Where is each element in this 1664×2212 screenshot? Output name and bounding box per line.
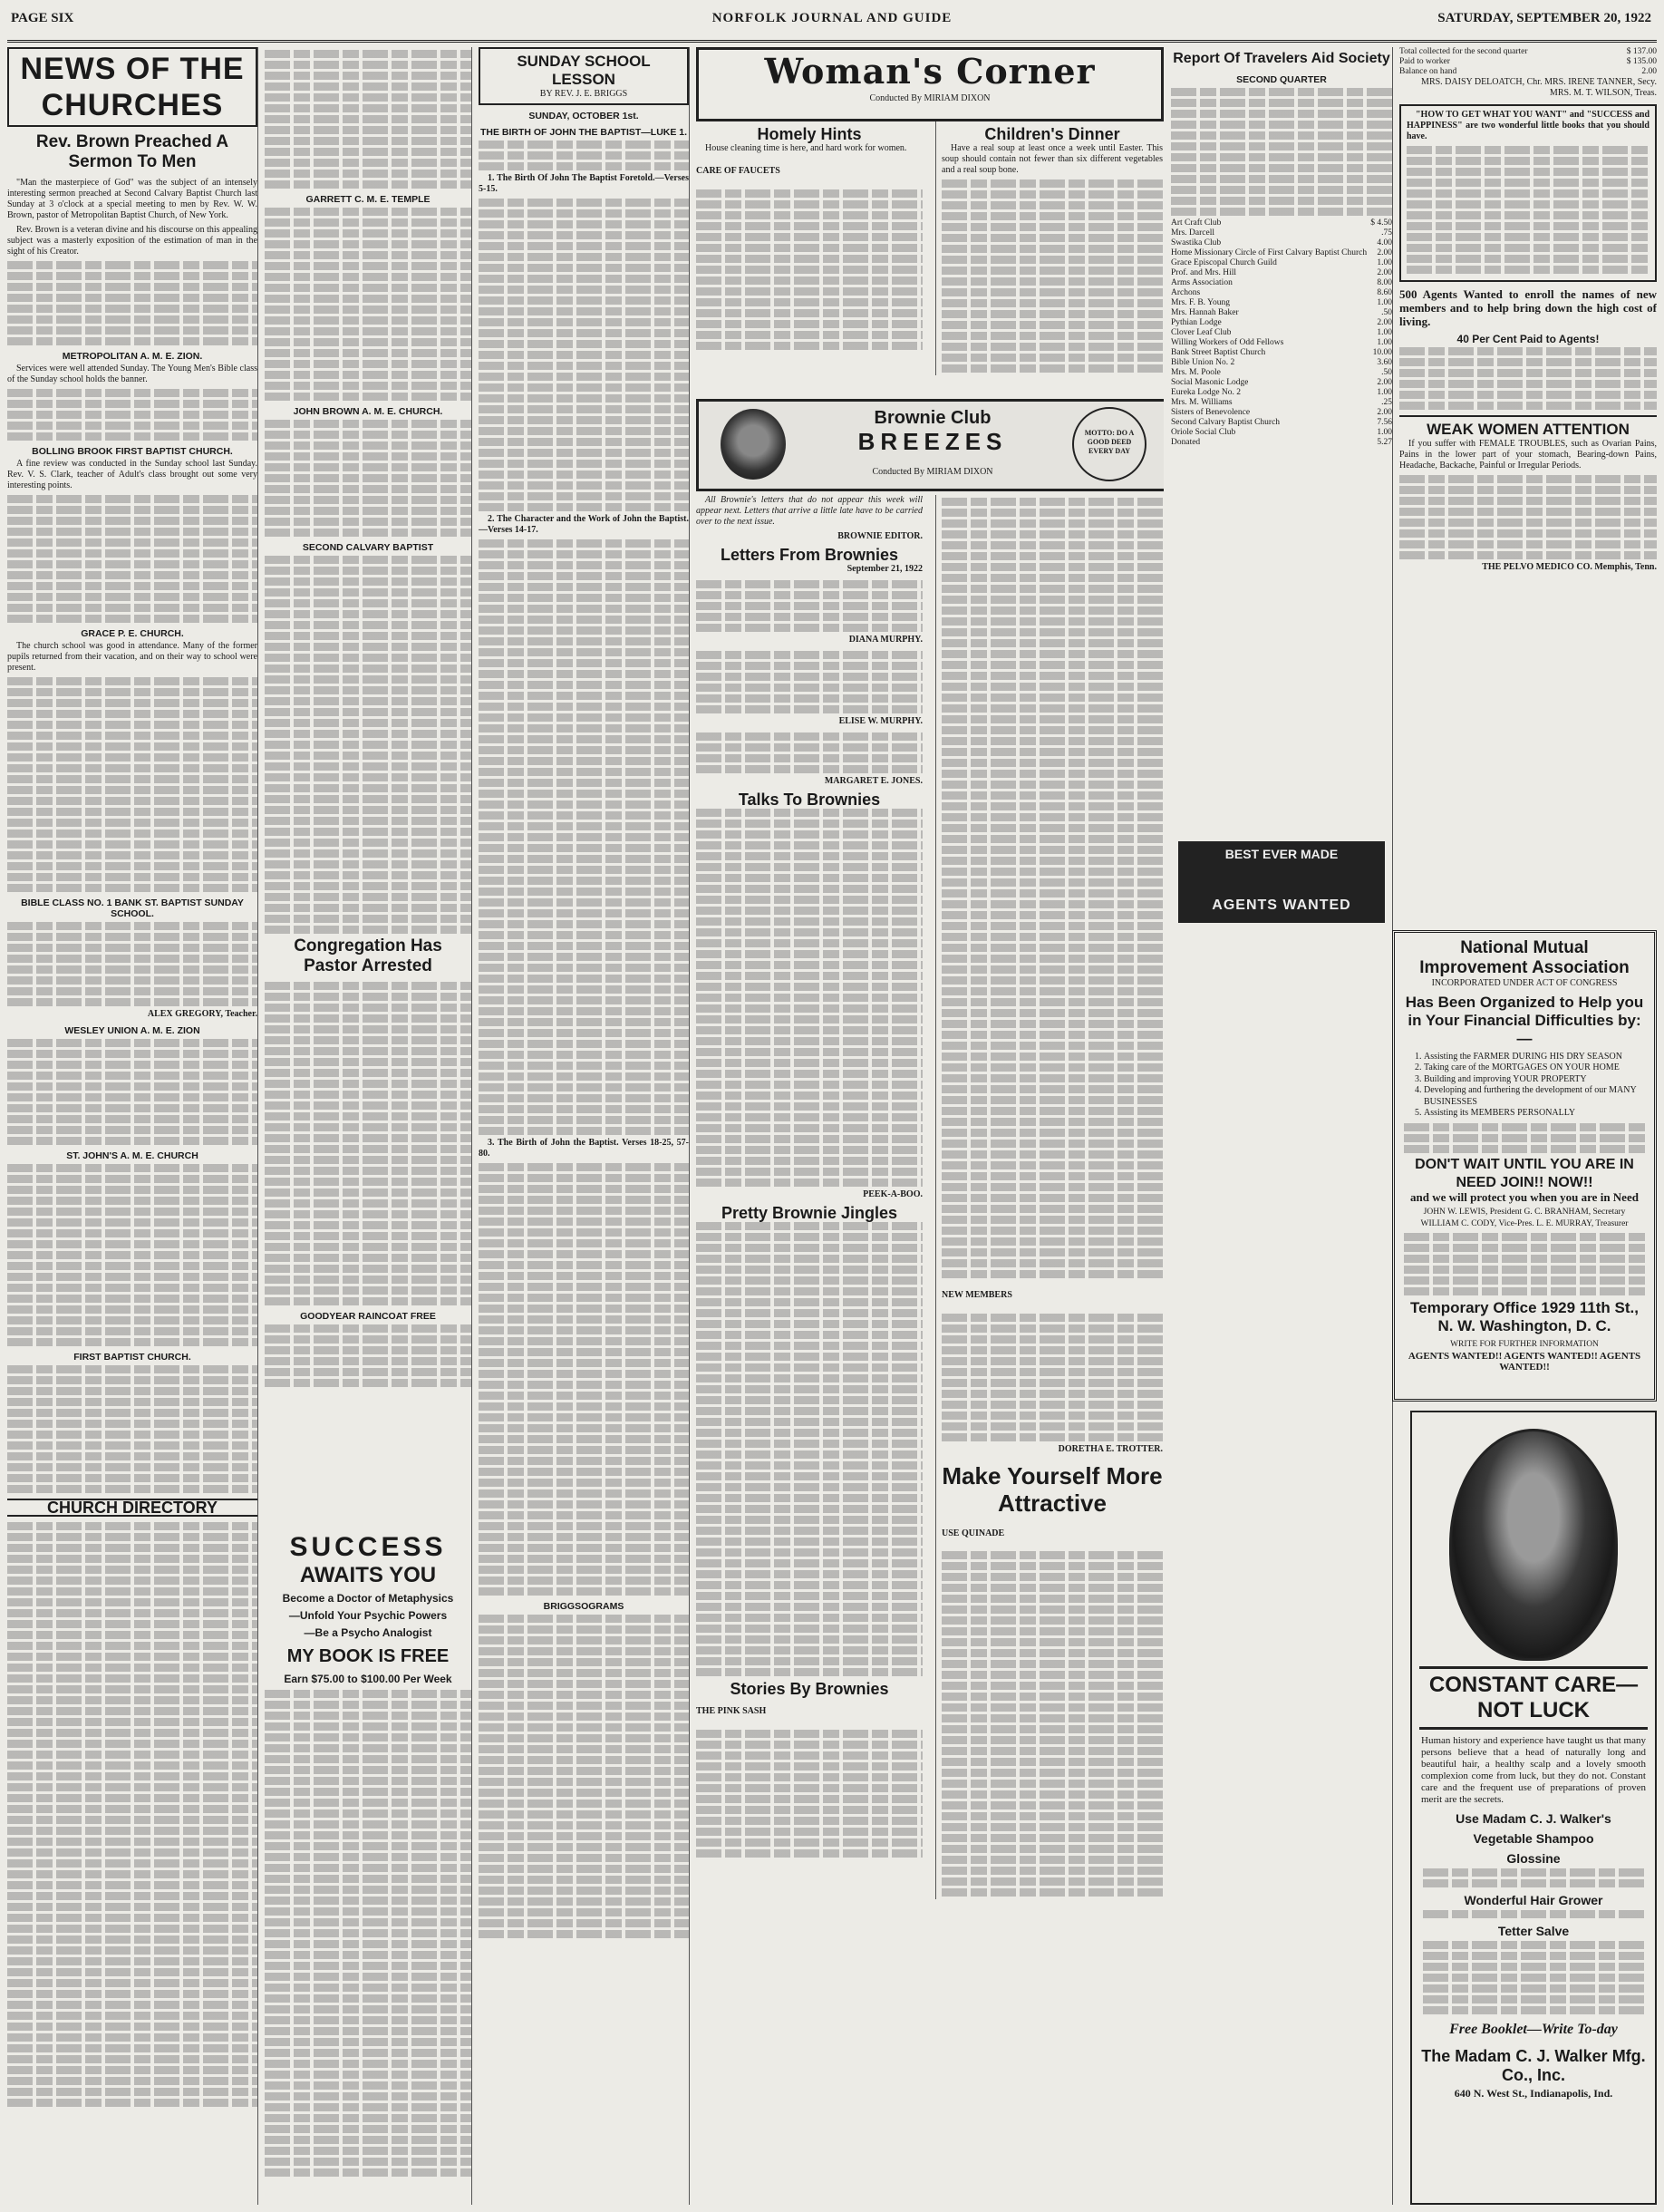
- nmia-list-item: 3. Building and improving YOUR PROPERTY: [1424, 1074, 1645, 1086]
- donor-name: Mrs. Darcell: [1171, 228, 1215, 238]
- donation-row: [1171, 248, 1392, 258]
- churches-banner: NEWS OF THE CHURCHES: [7, 47, 257, 127]
- childrens-dinner-title: Children's Dinner: [984, 125, 1120, 143]
- donation-amount: .50: [1381, 308, 1392, 317]
- weak-women-text: If you suffer with FEMALE TROUBLES, such as Ovarian Pains, Pains in the lower part of your stomach, Bearing-down Pains, Headache, Backache, Painful or Irregular Periods.: [1399, 439, 1657, 471]
- donation-amount: 7.56: [1377, 418, 1392, 427]
- dinner-text: Have a real soup at least once a week until Easter. This soup should contain not fewer than six different vegetables and a real soup bone.: [942, 143, 1163, 175]
- donation-row: [1171, 388, 1392, 398]
- article-paragraph: Services were well attended Sunday. The Young Men's Bible class of the Sunday school holds the banner.: [7, 364, 257, 384]
- success-line: Become a Doctor of Metaphysics: [282, 1592, 454, 1605]
- protect-line: and we will protect you when you are in Need: [1410, 1189, 1639, 1204]
- text-block: [7, 1039, 257, 1145]
- walker-product: Tetter Salve: [1497, 1924, 1570, 1938]
- womans-corner-conductor: Conducted By MIRIAM DIXON: [869, 93, 991, 103]
- earn-line: Earn $75.00 to $100.00 Per Week: [284, 1673, 452, 1685]
- walker-headline: CONSTANT CARE—NOT LUCK: [1419, 1666, 1648, 1730]
- section-heading: METROPOLITAN A. M. E. ZION.: [62, 351, 203, 362]
- donation-amount: 2.00: [1377, 318, 1392, 327]
- text-block: [265, 1324, 471, 1387]
- donation-row: [1171, 418, 1392, 428]
- section-heading: SECOND CALVARY BAPTIST: [302, 542, 434, 553]
- weak-women-headline: WEAK WOMEN ATTENTION: [1399, 415, 1657, 439]
- balance-line: Balance on hand 2.00: [1399, 67, 1657, 76]
- brownie-portrait: [721, 409, 786, 480]
- issue-date: SATURDAY, SEPTEMBER 20, 1922: [1437, 11, 1651, 25]
- text-block: [479, 539, 689, 1135]
- donation-amount: 4.00: [1377, 238, 1392, 247]
- donation-row: [1171, 268, 1392, 278]
- nmia-subtitle: Has Been Organized to Help you in Your Financial Difficulties by:—: [1405, 993, 1644, 1047]
- lesson-date: SUNDAY, OCTOBER 1st.: [528, 111, 639, 121]
- donor-name: Clover Leaf Club: [1171, 328, 1232, 337]
- walker-ad: [1410, 1411, 1657, 2205]
- donation-amount: 1.00: [1377, 338, 1392, 347]
- section-heading: WESLEY UNION A. M. E. ZION: [64, 1025, 200, 1036]
- success-title: SUCCESS: [289, 1532, 447, 1562]
- text-block: [479, 1163, 689, 1596]
- text-block: [265, 1690, 471, 2177]
- donation-amount: 1.00: [1377, 258, 1392, 267]
- donor-name: Archons: [1171, 288, 1201, 297]
- how-to-get-text: "HOW TO GET WHAT YOU WANT" and "SUCCESS and HAPPINESS" are two wonderful little books that you should have.: [1407, 110, 1649, 141]
- text-block: [696, 651, 923, 713]
- walker-use: Use Madam C. J. Walker's: [1456, 1811, 1611, 1826]
- section-heading: BRIGGSOGRAMS: [543, 1601, 624, 1612]
- text-block: [1407, 146, 1649, 274]
- best-ever-title: BEST EVER MADE: [1224, 847, 1339, 861]
- walker-address: 640 N. West St., Indianapolis, Ind.: [1454, 2087, 1613, 2100]
- church-directory-heading: CHURCH DIRECTORY: [7, 1499, 257, 1517]
- signature: ELISE W. MURPHY.: [838, 716, 923, 726]
- donor-name: Sisters of Benevolence: [1171, 408, 1251, 417]
- donation-amount: 10.00: [1372, 348, 1392, 357]
- paper-title: NORFOLK JOURNAL AND GUIDE: [711, 11, 953, 25]
- donation-row: [1171, 298, 1392, 308]
- text-block: [7, 1365, 257, 1493]
- donor-name: Willing Workers of Odd Fellows: [1171, 338, 1284, 347]
- brownie-conductor: Conducted By MIRIAM DIXON: [872, 467, 993, 477]
- signature: BROWNIE EDITOR.: [837, 531, 923, 541]
- travelers-aid-headline: Report Of Travelers Aid Society: [1173, 51, 1390, 66]
- womans-corner-banner: [696, 47, 1164, 121]
- brownie-note: All Brownie's letters that do not appear this week will appear next. Letters that arrive a little late have to be carried over to the next issue.: [696, 495, 923, 527]
- success-subtitle: AWAITS YOU: [299, 1563, 437, 1587]
- walker-free: Free Booklet—Write To-day: [1449, 2022, 1618, 2037]
- womans-corner-section: [696, 47, 1164, 2205]
- text-block: [7, 389, 257, 441]
- walker-product: Vegetable Shampoo: [1473, 1831, 1594, 1846]
- text-block: [265, 556, 471, 934]
- text-block: [696, 809, 923, 1187]
- donation-row: [1171, 398, 1392, 408]
- jingles-heading: Pretty Brownie Jingles: [721, 1204, 898, 1222]
- donation-row: [1171, 288, 1392, 298]
- donation-amount: .25: [1381, 398, 1392, 407]
- donation-amount: 1.00: [1377, 298, 1392, 307]
- sunday-school-title: SUNDAY SCHOOL LESSON: [517, 53, 651, 88]
- donation-amount: 2.00: [1377, 408, 1392, 417]
- sunday-school-header: [479, 47, 689, 105]
- faucets-heading: CARE OF FAUCETS: [696, 166, 780, 177]
- donor-name: Mrs. M. Poole: [1171, 368, 1221, 377]
- donor-name: Pythian Lodge: [1171, 318, 1222, 327]
- text-block: [696, 580, 923, 632]
- donation-amount: 1.00: [1377, 328, 1392, 337]
- text-block: [265, 982, 471, 1305]
- text-block: [7, 922, 257, 1006]
- donor-name: Bank Street Baptist Church: [1171, 348, 1266, 357]
- article-paragraph: "Man the masterpiece of God" was the subject of an intensely interesting sermon preached at Second Calvary Baptist Church last Sunday at 3 o'clock at a special meeting to men by Rev. W. W. Brown, pastor of Metropolitan Baptist Church, of New York.: [7, 178, 257, 220]
- donation-amount: 1.00: [1377, 428, 1392, 437]
- travelers-aid-column: [1171, 47, 1393, 2205]
- text-block: [265, 420, 471, 537]
- donation-amount: 2.00: [1377, 378, 1392, 387]
- text-block: [1404, 1123, 1645, 1153]
- text-block: [265, 208, 471, 401]
- success-line: —Unfold Your Psychic Powers: [288, 1609, 448, 1622]
- text-block: [1423, 1910, 1644, 1918]
- text-block: [942, 1551, 1163, 1897]
- nmia-incorporated: INCORPORATED UNDER ACT OF CONGRESS: [1431, 978, 1618, 988]
- lesson-subheading: 3. The Birth of John the Baptist. Verses 18-25, 57-80.: [479, 1138, 689, 1159]
- agents-500: 500 Agents Wanted to enroll the names of new members and to help bring down the high cost of living.: [1399, 287, 1657, 328]
- quarter-heading: SECOND QUARTER: [1236, 74, 1327, 85]
- stories-heading: Stories By Brownies: [730, 1680, 889, 1698]
- donor-name: Art Craft Club: [1171, 218, 1222, 228]
- donation-amount: 8.60: [1377, 288, 1392, 297]
- brownie-motto-seal: MOTTO: DO A GOOD DEED EVERY DAY: [1072, 407, 1146, 481]
- paid-line: Paid to worker $ 135.00: [1399, 57, 1657, 66]
- donation-row: [1171, 328, 1392, 338]
- donation-row: [1171, 238, 1392, 248]
- text-block: [942, 1314, 1163, 1441]
- success-ad: [265, 1532, 471, 2179]
- text-block: [1404, 1233, 1645, 1295]
- donation-row: [1171, 338, 1392, 348]
- donation-row: [1171, 228, 1392, 238]
- section-heading: ST. JOHN'S A. M. E. CHURCH: [66, 1150, 198, 1161]
- section-heading: FIRST BAPTIST CHURCH.: [73, 1352, 191, 1363]
- donation-amount: 8.00: [1377, 278, 1392, 287]
- quinade-heading: USE QUINADE: [942, 1528, 1005, 1538]
- lesson-byline: BY REV. J. E. BRIGGS: [539, 89, 628, 99]
- text-block: [1423, 1941, 1644, 2014]
- text-block: [1171, 88, 1392, 216]
- signature: MARGARET E. JONES.: [824, 776, 923, 786]
- nmia-office: Temporary Office 1929 11th St., N. W. Washington, D. C.: [1410, 1299, 1639, 1334]
- section-heading: BOLLING BROOK FIRST BAPTIST CHURCH.: [32, 446, 233, 457]
- donation-amount: $ 4.50: [1370, 218, 1392, 228]
- pastor-arrested-headline: Congregation Has Pastor Arrested: [294, 936, 442, 975]
- directory-listing: [7, 1522, 257, 2107]
- churches-column: [7, 47, 258, 2205]
- brown-headline: Rev. Brown Preached A Sermon To Men: [35, 132, 229, 171]
- signature: DIANA MURPHY.: [848, 635, 923, 645]
- donor-name: Prof. and Mrs. Hill: [1171, 268, 1237, 277]
- article-paragraph: A fine review was conducted in the Sunday school last Sunday. Rev. V. S. Clark, teacher of Adult's class brought out some very interesting points.: [7, 459, 257, 490]
- letter-date: September 21, 1922: [847, 564, 923, 574]
- brownie-right-column: [935, 495, 1163, 1899]
- new-members-heading: NEW MEMBERS: [942, 1290, 1012, 1301]
- section-heading: JOHN BROWN A. M. E. CHURCH.: [293, 406, 443, 417]
- dont-wait: DON'T WAIT UNTIL YOU ARE IN NEED JOIN!! NOW!!: [1415, 1156, 1634, 1190]
- homely-hints-title: Homely Hints: [757, 125, 862, 143]
- brownie-club-banner: [696, 399, 1164, 491]
- text-block: [479, 1615, 689, 1938]
- nmia-officers: JOHN W. LEWIS, President G. C. BRANHAM, Secretary WILLIAM C. CODY, Vice-Pres. L. E. MURRAY, Treasurer: [1420, 1208, 1629, 1228]
- nmia-list: [1404, 1052, 1645, 1120]
- nmia-list-item: 1. Assisting the FARMER DURING HIS DRY SEASON: [1424, 1052, 1645, 1063]
- walker-product: Wonderful Hair Grower: [1464, 1893, 1603, 1907]
- donor-name: Mrs. F. B. Young: [1171, 298, 1230, 307]
- text-block: [1399, 475, 1657, 559]
- best-ever-ad: [1178, 841, 1385, 923]
- sunday-school-column: [479, 47, 690, 2205]
- homely-hints: [696, 121, 923, 353]
- text-block: [696, 1730, 923, 1858]
- page-label: PAGE SIX: [11, 11, 74, 25]
- donation-row: [1171, 428, 1392, 438]
- donation-amount: 1.00: [1377, 388, 1392, 397]
- talks-heading: Talks To Brownies: [738, 791, 881, 809]
- text-block: [696, 189, 923, 350]
- text-block: [696, 1222, 923, 1676]
- donation-row: [1171, 358, 1392, 368]
- donation-row: [1171, 258, 1392, 268]
- text-block: [7, 677, 257, 892]
- text-block: [942, 498, 1163, 1278]
- donor-name: Bible Union No. 2: [1171, 358, 1235, 367]
- donor-name: Second Calvary Baptist Church: [1171, 418, 1281, 427]
- pink-sash-heading: THE PINK SASH: [696, 1706, 767, 1717]
- nmia-title: National Mutual Improvement Association: [1419, 938, 1630, 977]
- signature: DORETHA E. TROTTER.: [1058, 1443, 1163, 1454]
- donor-name: Home Missionary Circle of First Calvary Baptist Church: [1171, 248, 1368, 257]
- donation-row: [1171, 218, 1392, 228]
- forty-percent: 40 Per Cent Paid to Agents!: [1456, 333, 1600, 345]
- signature: PEEK-A-BOO.: [863, 1189, 923, 1199]
- nmia-ad: [1392, 930, 1657, 1402]
- walker-portrait: [1449, 1429, 1618, 1661]
- text-block: [479, 199, 689, 511]
- article-paragraph: Rev. Brown is a veteran divine and his discourse on this appealing subject was a masterly exposition of the estimation of man in the sight of his Creator.: [7, 225, 257, 257]
- officers: MRS. DAISY DELOATCH, Chr. MRS. IRENE TANNER, Secy. MRS. M. T. WILSON, Treas.: [1421, 77, 1657, 98]
- section-heading: GOODYEAR RAINCOAT FREE: [300, 1311, 436, 1322]
- donor-name: Eureka Lodge No. 2: [1171, 388, 1242, 397]
- text-block: [942, 179, 1163, 373]
- how-to-get-ad: [1399, 104, 1657, 282]
- text-block: [7, 1164, 257, 1346]
- donation-amount: .75: [1381, 228, 1392, 238]
- lesson-subheading: 2. The Character and the Work of John the Baptist.—Verses 14-17.: [479, 514, 689, 535]
- donor-name: Mrs. M. Williams: [1171, 398, 1233, 407]
- lesson-subheading: 1. The Birth Of John The Baptist Foretold.—Verses 5-15.: [479, 173, 689, 194]
- walker-product: Glossine: [1506, 1851, 1561, 1866]
- book-free-heading: MY BOOK IS FREE: [286, 1646, 450, 1666]
- childrens-dinner: [935, 121, 1163, 375]
- brownie-club-title: Brownie Club: [874, 408, 992, 428]
- donations-list: [1171, 218, 1392, 448]
- donor-name: Donated: [1171, 438, 1201, 447]
- hints-text: House cleaning time is here, and hard work for women.: [705, 143, 907, 153]
- section-heading: GARRETT C. M. E. TEMPLE: [305, 194, 431, 205]
- text-block: [479, 141, 689, 170]
- agents-wanted: AGENTS WANTED: [1212, 897, 1351, 913]
- walker-company: The Madam C. J. Walker Mfg. Co., Inc.: [1421, 2047, 1646, 2084]
- donation-row: [1171, 378, 1392, 388]
- lesson-title: THE BIRTH OF JOHN THE BAPTIST—LUKE 1.: [479, 127, 688, 138]
- nmia-list-item: 4. Developing and furthering the development of our MANY BUSINESSES: [1424, 1085, 1645, 1108]
- walker-text: Human history and experience have taught us that many persons believe that a head of naturally long and beautiful hair, a healthy scalp and a lovely smooth complexion come from luck, but they do not. Constant care and the frequent use of preparations of proven merit are the secrets.: [1421, 1735, 1646, 1805]
- signature: ALEX GREGORY, Teacher.: [147, 1009, 257, 1019]
- donation-row: [1171, 408, 1392, 418]
- donor-name: Arms Association: [1171, 278, 1233, 287]
- section-heading: GRACE P. E. CHURCH.: [81, 628, 184, 639]
- donor-name: Oriole Social Club: [1171, 428, 1236, 437]
- text-block: [1399, 347, 1657, 410]
- donation-row: [1171, 368, 1392, 378]
- total-line: Total collected for the second quarter $ 137.00: [1399, 47, 1657, 56]
- pelvo-signature: THE PELVO MEDICO CO. Memphis, Tenn.: [1482, 562, 1657, 572]
- nmia-write: WRITE FOR FURTHER INFORMATION: [1450, 1340, 1599, 1349]
- nmia-list-item: 5. Assisting its MEMBERS PERSONALLY: [1424, 1108, 1645, 1120]
- section-heading: BIBLE CLASS NO. 1 BANK ST. BAPTIST SUNDAY SCHOOL.: [21, 897, 244, 919]
- donation-amount: 5.27: [1377, 438, 1392, 447]
- donation-amount: 2.00: [1377, 268, 1392, 277]
- text-block: [1423, 1868, 1644, 1887]
- letters-heading: Letters From Brownies: [720, 546, 899, 564]
- make-yourself-ad-title: Make Yourself More Attractive: [942, 1461, 1163, 1517]
- text-block: [696, 732, 923, 773]
- brownie-breezes-title: BREEZES: [857, 428, 1008, 455]
- womans-corner-title: Woman's Corner: [764, 51, 1096, 92]
- donation-amount: 3.60: [1377, 358, 1392, 367]
- nmia-agents: AGENTS WANTED!! AGENTS WANTED!! AGENTS WANTED!!: [1408, 1350, 1641, 1373]
- donation-row: [1171, 308, 1392, 318]
- nmia-list-item: 2. Taking care of the MORTGAGES ON YOUR HOME: [1424, 1062, 1645, 1074]
- brownie-left-column: [696, 495, 923, 1860]
- donation-row: [1171, 318, 1392, 328]
- donor-name: Swastika Club: [1171, 238, 1222, 247]
- donor-name: Social Masonic Lodge: [1171, 378, 1249, 387]
- donation-row: [1171, 438, 1392, 448]
- donation-row: [1171, 278, 1392, 288]
- donor-name: Grace Episcopal Church Guild: [1171, 258, 1277, 267]
- article-paragraph: The church school was good in attendance. Many of the former pupils returned from their vacation, and on their way to school were present.: [7, 641, 257, 673]
- donor-name: Mrs. Hannah Baker: [1171, 308, 1239, 317]
- success-line: —Be a Psycho Analogist: [304, 1626, 432, 1639]
- text-block: [7, 261, 257, 345]
- donation-row: [1171, 348, 1392, 358]
- donation-amount: 2.00: [1377, 248, 1392, 257]
- donation-amount: .50: [1381, 368, 1392, 377]
- masthead: [7, 4, 1657, 43]
- text-block: [7, 495, 257, 623]
- text-block: [265, 50, 471, 189]
